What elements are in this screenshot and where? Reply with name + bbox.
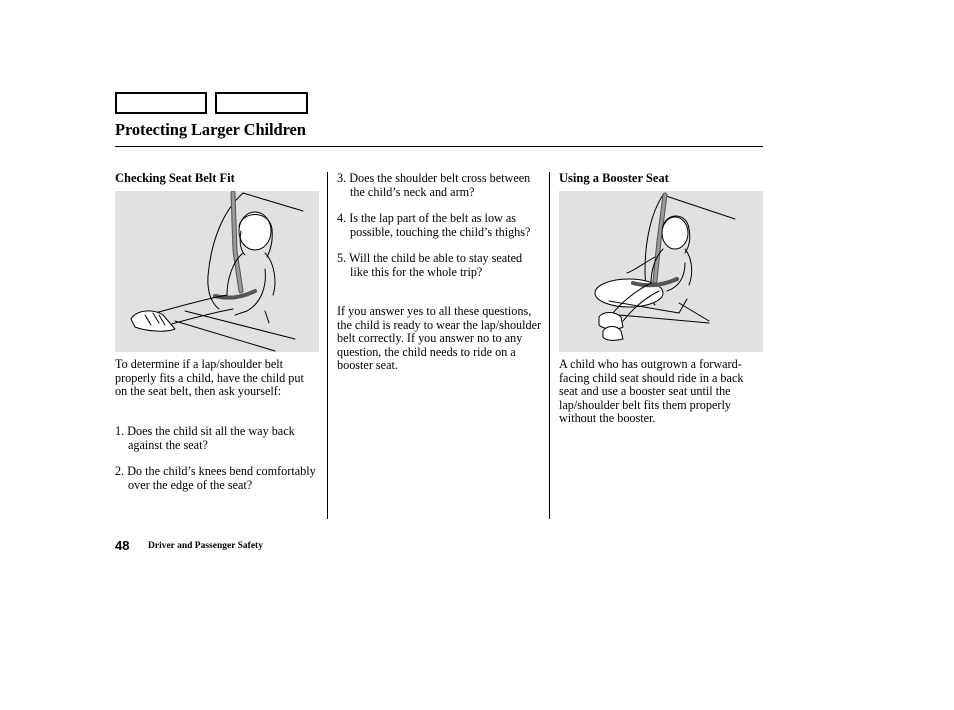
header-tab-box-1 bbox=[115, 92, 207, 114]
list-item: 2. Do the child’s knees bend comfortably over the edge of the seat? bbox=[115, 464, 316, 492]
section-heading-seat-belt-fit: Checking Seat Belt Fit bbox=[115, 171, 235, 185]
list-item: 4. Is the lap part of the belt as low as possible, touching the child’s thighs? bbox=[337, 211, 531, 239]
footer-section-title: Driver and Passenger Safety bbox=[148, 541, 263, 551]
header-tab-box-2 bbox=[215, 92, 308, 114]
column-divider-2 bbox=[549, 172, 550, 519]
booster-seat-illustration bbox=[559, 191, 763, 352]
section-heading-booster-seat: Using a Booster Seat bbox=[559, 171, 669, 185]
checklist-part-1 bbox=[115, 425, 320, 492]
child-on-booster-drawing bbox=[559, 191, 763, 352]
list-item: 3. Does the shoulder belt cross between the child’s neck and arm? bbox=[337, 171, 531, 199]
list-item: 5. Will the child be able to stay seated like this for the whole trip? bbox=[337, 251, 523, 279]
checklist-part-2 bbox=[337, 172, 542, 279]
list-item: 1. Does the child sit all the way back against the seat? bbox=[115, 424, 295, 452]
title-rule bbox=[115, 146, 763, 147]
page-title: Protecting Larger Children bbox=[115, 120, 306, 139]
seat-belt-fit-illustration bbox=[115, 191, 319, 352]
column-divider-1 bbox=[327, 172, 328, 519]
seat-belt-fit-intro: To determine if a lap/shoulder belt properly fits a child, have the child put on the seat belt, then ask yourself: bbox=[115, 357, 304, 398]
checklist-conclusion: If you answer yes to all these questions, the child is ready to wear the lap/shoulder belt correctly. If you answer no to any question, the child needs to ride on a booster seat. bbox=[337, 304, 542, 372]
page-number: 48 bbox=[115, 538, 130, 553]
child-in-seat-belt-drawing bbox=[115, 191, 319, 352]
booster-seat-body: A child who has outgrown a forward-facing child seat should ride in a back seat and use a booster seat until the lap/shoulder belt fits them properly without the booster. bbox=[559, 357, 744, 425]
